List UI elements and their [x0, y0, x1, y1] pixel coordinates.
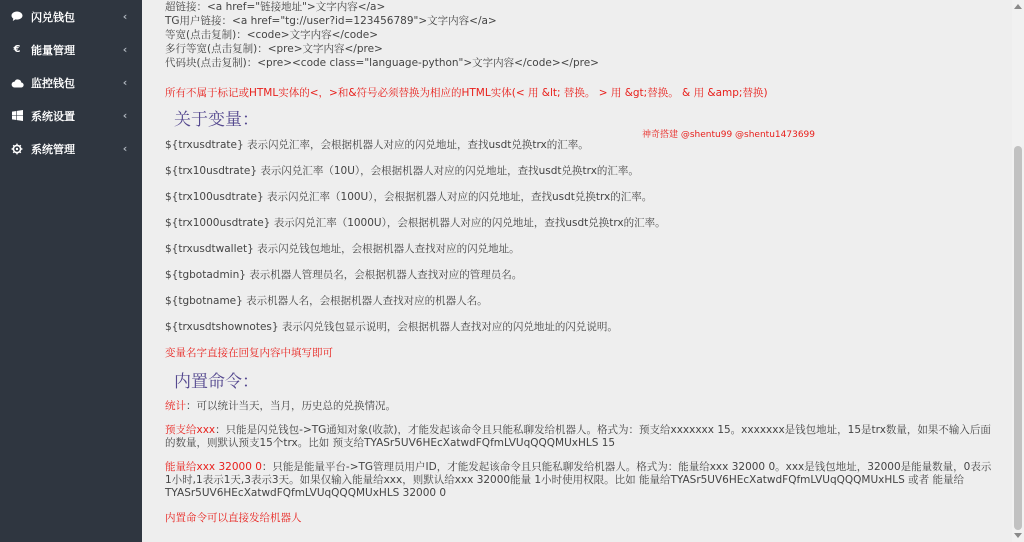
command-desc: ：只能是闪兑钱包->TG通知对象(收款)，才能发起该命令且只能私聊发给机器人。格式为：预支给xxxxxxx 15。xxxxxxx是钱包地址，15是trx数量，如果不输入后面的数量，则默认预支15个trx。比如 预支给TYASr5UV6HEcXatwdFQfmLVUqQQQMUxHLS 15 — [165, 424, 991, 449]
sidebar-item-label: 闪兑钱包 — [31, 10, 75, 24]
command-desc: ：只能是能量平台->TG管理员用户ID，才能发起该命令且只能私聊发给机器人。格式为：能量给xxx 32000 0。xxx是钱包地址，32000是能量数量，0表示1小时,1表示1天,3表示3天。如果仅输入能量给xxx，则默认给xxx 32000能量 1小时使用权限。比如 能量给TYASr5UV6HEcXatwdFQfmLVUqQQQMUxHLS 或者 能量给TYASr5UV6HEcXatwdFQfmLVUqQQQMUxHLS 32000 0 — [165, 461, 992, 499]
sidebar-item-flash-wallet[interactable] — [0, 0, 142, 33]
scroll-up-icon[interactable] — [1014, 4, 1022, 9]
euro-icon: € — [13, 44, 21, 55]
sidebar-item-system-management[interactable] — [0, 132, 142, 165]
chevron-left-icon: ‹ — [122, 10, 128, 23]
html-example-line: 代码块(点击复制)：<pre><code class="language-python">文字内容</code></pre> — [165, 57, 599, 69]
variable-item: ${trxusdtrate} 表示闪兑汇率，会根据机器人对应的闪兑地址，查找usdt兑换trx的汇率。 — [165, 139, 589, 151]
chevron-left-icon: ‹ — [122, 76, 128, 89]
html-example-line: 等宽(点击复制)：<code>文字内容</code> — [165, 29, 379, 41]
scroll-down-icon[interactable] — [1014, 533, 1022, 538]
variables-heading: 关于变量： — [174, 110, 259, 130]
variable-item: ${tgbotadmin} 表示机器人管理员名，会根据机器人查找对应的管理员名。 — [165, 269, 523, 281]
scroll-thumb[interactable] — [1014, 146, 1022, 530]
chevron-left-icon: ‹ — [122, 43, 128, 56]
command-desc: ：可以统计当天，当月，历史总的兑换情况。 — [186, 400, 396, 412]
sidebar-item-system-settings[interactable] — [0, 99, 142, 132]
main-content — [142, 0, 1012, 542]
sidebar-item-label: 监控钱包 — [31, 76, 75, 90]
command-stats — [165, 400, 993, 413]
variables-note: 变量名字直接在回复内容中填写即可 — [165, 347, 333, 359]
sidebar-item-label: 系统管理 — [31, 142, 75, 156]
variable-list — [165, 138, 995, 334]
variable-item: ${tgbotname} 表示机器人名，会根据机器人查找对应的机器人名。 — [165, 295, 488, 307]
help-content — [142, 0, 995, 525]
variable-item: ${trx10usdtrate} 表示闪兑汇率（10U），会根据机器人对应的闪兑地址，查找usdt兑换trx的汇率。 — [165, 165, 639, 177]
sidebar — [0, 0, 142, 542]
command-name: 预支给xxx — [165, 424, 216, 436]
variable-item: ${trxusdtwallet} 表示闪兑钱包地址，会根据机器人查找对应的闪兑地址。 — [165, 243, 520, 255]
variable-item: ${trxusdtshownotes} 表示闪兑钱包显示说明，会根据机器人查找对应的闪兑地址的闪兑说明。 — [165, 321, 618, 333]
command-name: 能量给xxx 32000 0 — [165, 461, 262, 473]
author-credit: 神奇搭建 @shentu99 @shentu1473699 — [642, 130, 815, 140]
sidebar-item-energy[interactable] — [0, 33, 142, 66]
command-name: 统计 — [165, 400, 186, 412]
command-prepay — [165, 424, 993, 450]
html-example-line: 多行等宽(点击复制)：<pre>文字内容</pre> — [165, 43, 383, 55]
scrollbar[interactable] — [1012, 0, 1024, 542]
commands-note: 内置命令可以直接发给机器人 — [165, 512, 302, 524]
html-example-line: TG用户链接：<a href="tg://user?id=123456789">文字内容</a> — [165, 15, 497, 27]
variable-item: ${trx100usdtrate} 表示闪兑汇率（100U），会根据机器人对应的闪兑地址，查找usdt兑换trx的汇率。 — [165, 191, 653, 203]
cloud-icon — [10, 76, 24, 90]
chevron-left-icon: ‹ — [122, 109, 128, 122]
commands-heading: 内置命令： — [174, 372, 259, 392]
command-energy — [165, 461, 993, 500]
sidebar-item-monitor-wallet[interactable] — [0, 66, 142, 99]
variable-item: ${trx1000usdtrate} 表示闪兑汇率（1000U），会根据机器人对应的闪兑地址，查找usdt兑换trx的汇率。 — [165, 217, 666, 229]
html-examples — [165, 0, 995, 70]
entity-warning: 所有不属于标记或HTML实体的<，>和&符号必须替换为相应的HTML实体(< 用 &lt; 替换。 > 用 &gt;替换。 & 用 &amp;替换) — [165, 87, 768, 99]
gear-icon — [10, 142, 24, 156]
sidebar-item-label: 系统设置 — [31, 109, 75, 123]
windows-icon — [10, 109, 24, 123]
chevron-left-icon: ‹ — [122, 142, 128, 155]
html-example-line: 超链接：<a href="链接地址">文字内容</a> — [165, 1, 386, 13]
chat-bubble-icon — [10, 10, 24, 24]
sidebar-item-label: 能量管理 — [31, 43, 75, 57]
